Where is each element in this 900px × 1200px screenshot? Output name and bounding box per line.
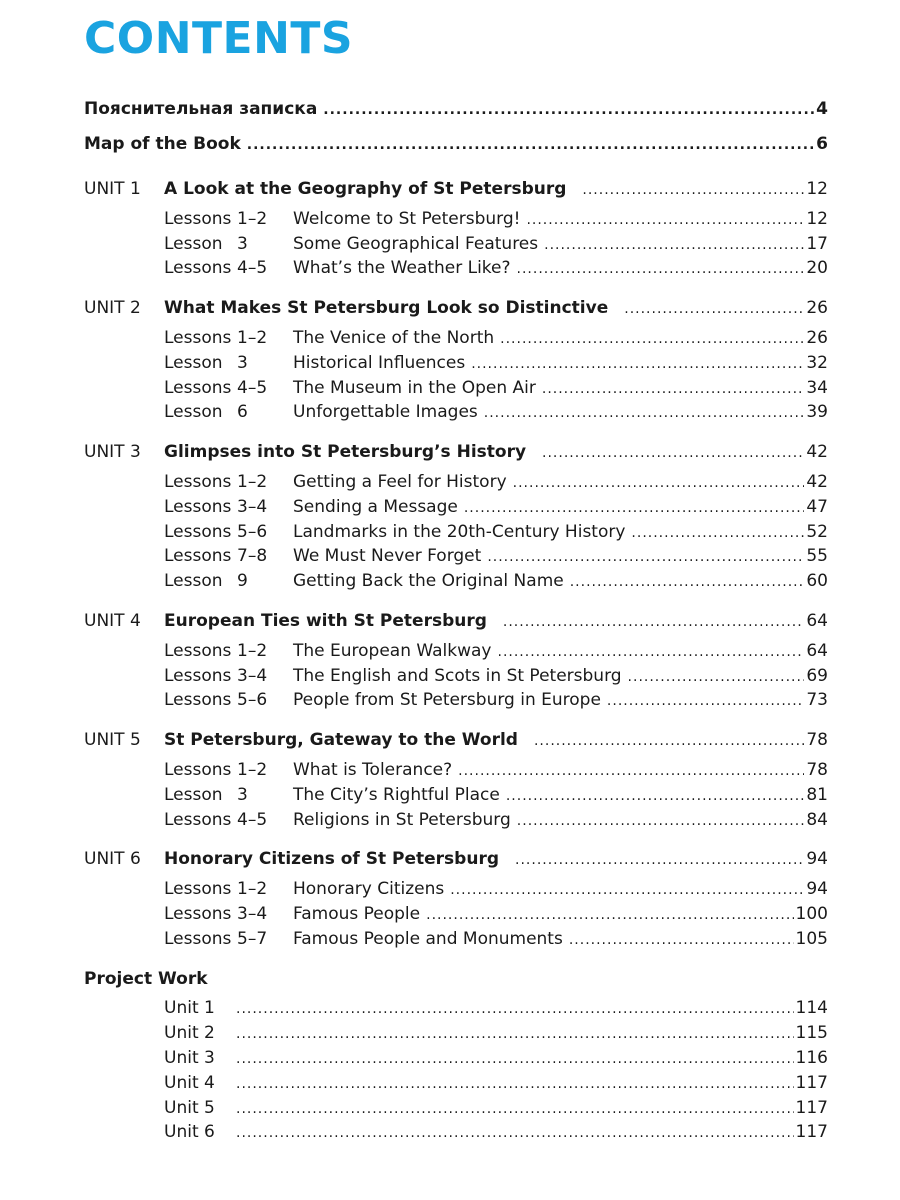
lesson-kind: Lessons [164, 690, 232, 711]
dot-leader [487, 545, 804, 570]
project-work-items [84, 996, 828, 1145]
page-number: 12 [806, 179, 828, 199]
dot-leader [503, 610, 804, 635]
dot-leader [236, 1022, 794, 1047]
page-number: 64 [806, 640, 828, 661]
toc-page [84, 0, 828, 1145]
page-number: 26 [806, 327, 828, 348]
page-number: 12 [806, 208, 828, 229]
lesson-title: Honorary Citizens [293, 879, 445, 900]
entry-title: Пояснительная записка [84, 99, 318, 119]
unit-heading[interactable] [84, 177, 828, 202]
page-number: 39 [806, 402, 828, 423]
lesson-number: 4–5 [237, 809, 268, 830]
lesson-kind: Lesson [164, 402, 223, 423]
page-number: 42 [806, 442, 828, 463]
unit-block [84, 296, 828, 425]
unit-title: European Ties with St Petersburg [164, 610, 487, 631]
unit-label: UNIT 1 [84, 179, 141, 199]
lesson-kind: Lesson [164, 233, 223, 254]
lesson-number: 5–6 [237, 521, 268, 542]
lesson-number: 1–2 [237, 327, 268, 348]
front-matter-entry[interactable] [84, 127, 828, 162]
page-number: 60 [806, 571, 828, 592]
page-number: 20 [806, 258, 828, 279]
page-number: 114 [795, 998, 828, 1019]
dot-leader [426, 903, 793, 928]
lesson-title: Historical Influences [293, 352, 466, 373]
lesson-number: 3 [237, 784, 248, 805]
dot-leader [628, 665, 805, 690]
lesson-title: The European Walkway [293, 640, 492, 661]
project-work-entry[interactable] [84, 1120, 828, 1145]
dot-leader [458, 759, 804, 784]
project-work-entry[interactable] [84, 996, 828, 1021]
lesson-kind: Lessons [164, 327, 232, 348]
page-number: 78 [806, 759, 828, 780]
lesson-kind: Lessons [164, 377, 232, 398]
lesson-kind: Lessons [164, 546, 232, 567]
unit-label: UNIT 5 [84, 730, 141, 751]
dot-leader [517, 257, 805, 282]
project-unit-label: Unit 1 [164, 998, 215, 1019]
page-number: 94 [806, 879, 828, 900]
dot-leader [542, 441, 804, 466]
page-number: 4 [816, 99, 828, 119]
page-number: 47 [806, 496, 828, 517]
unit-title: St Petersburg, Gateway to the World [164, 730, 518, 751]
unit-label: UNIT 4 [84, 610, 141, 631]
page-number: 117 [795, 1072, 828, 1093]
project-unit-label: Unit 2 [164, 1023, 215, 1044]
unit-label: UNIT 6 [84, 849, 141, 870]
lesson-number: 1–2 [237, 759, 268, 780]
unit-title: Honorary Citizens of St Petersburg [164, 849, 500, 870]
page-number: 117 [795, 1097, 828, 1118]
lesson-entry[interactable] [84, 808, 828, 833]
dot-leader [513, 471, 805, 496]
lesson-title: The English and Scots in St Petersburg [293, 665, 622, 686]
lesson-number: 3–4 [237, 665, 268, 686]
lesson-title: What is Tolerance? [293, 759, 453, 780]
dot-leader [534, 729, 804, 754]
lesson-number: 5–6 [237, 690, 268, 711]
lesson-entry[interactable] [84, 877, 828, 902]
unit-label: UNIT 2 [84, 298, 141, 319]
lesson-title: Famous People [293, 903, 421, 924]
lesson-title: The City’s Rightful Place [293, 784, 500, 805]
lesson-title: Welcome to St Petersburg! [293, 208, 521, 229]
lesson-entry[interactable] [84, 902, 828, 927]
project-unit-label: Unit 4 [164, 1072, 215, 1093]
unit-block [84, 177, 828, 281]
dot-leader [607, 689, 804, 714]
unit-block [84, 728, 828, 832]
lesson-entry[interactable] [84, 783, 828, 808]
page-number: 117 [795, 1122, 828, 1143]
lesson-entry[interactable] [84, 256, 828, 281]
lesson-entry[interactable] [84, 569, 828, 594]
lesson-kind: Lessons [164, 471, 232, 492]
unit-title: A Look at the Geography of St Petersburg [164, 179, 567, 199]
page-number: 52 [806, 521, 828, 542]
lesson-title: Landmarks in the 20th-Century History [293, 521, 626, 542]
project-unit-label: Unit 3 [164, 1047, 215, 1068]
front-matter [84, 92, 828, 162]
unit-heading[interactable] [84, 440, 828, 465]
unit-title: What Makes St Petersburg Look so Distinctive [164, 298, 609, 319]
lesson-entry[interactable] [84, 495, 828, 520]
page-number: 32 [806, 352, 828, 373]
dot-leader [515, 848, 804, 873]
lesson-entry[interactable] [84, 351, 828, 376]
unit-heading[interactable] [84, 728, 828, 753]
lesson-entry[interactable] [84, 376, 828, 401]
dot-leader [570, 570, 805, 595]
lesson-title: The Museum in the Open Air [293, 377, 536, 398]
page-number: 84 [806, 809, 828, 830]
lesson-entry[interactable] [84, 664, 828, 689]
page-number: 55 [806, 546, 828, 567]
lesson-number: 1–2 [237, 640, 268, 661]
lesson-number: 3 [237, 352, 248, 373]
lesson-title: The Venice of the North [293, 327, 495, 348]
lesson-number: 4–5 [237, 377, 268, 398]
dot-leader [236, 1097, 794, 1122]
lesson-kind: Lessons [164, 640, 232, 661]
page-number: 64 [806, 610, 828, 631]
page-number: 73 [806, 690, 828, 711]
page-number: 78 [806, 730, 828, 751]
dot-leader [236, 997, 794, 1022]
dot-leader [323, 93, 814, 128]
dot-leader [484, 401, 805, 426]
lesson-number: 4–5 [237, 258, 268, 279]
lesson-number: 1–2 [237, 471, 268, 492]
entry-title: Map of the Book [84, 134, 241, 154]
page-number: 105 [795, 928, 828, 949]
page-number: 100 [795, 903, 828, 924]
unit-heading[interactable] [84, 847, 828, 872]
lesson-number: 9 [237, 571, 248, 592]
lesson-entry[interactable] [84, 326, 828, 351]
lesson-title: Unforgettable Images [293, 402, 478, 423]
page-number: 69 [806, 665, 828, 686]
page-number: 17 [806, 233, 828, 254]
page-number: 116 [795, 1047, 828, 1068]
lesson-kind: Lessons [164, 903, 232, 924]
dot-leader [517, 809, 805, 834]
lesson-kind: Lessons [164, 521, 232, 542]
lesson-entry[interactable] [84, 688, 828, 713]
dot-leader [498, 640, 805, 665]
lesson-title: Religions in St Petersburg [293, 809, 511, 830]
unit-block [84, 440, 828, 594]
lesson-entry[interactable] [84, 470, 828, 495]
page-title: CONTENTS [84, 13, 354, 64]
project-work-entry[interactable] [84, 1096, 828, 1121]
lesson-kind: Lesson [164, 352, 223, 373]
dot-leader [569, 928, 794, 953]
page-number: 42 [806, 471, 828, 492]
lesson-entry[interactable] [84, 400, 828, 425]
lesson-kind: Lessons [164, 208, 232, 229]
dot-leader [506, 784, 805, 809]
lesson-number: 3–4 [237, 903, 268, 924]
project-unit-label: Unit 5 [164, 1097, 215, 1118]
lesson-title: We Must Never Forget [293, 546, 482, 567]
lesson-title: Getting a Feel for History [293, 471, 507, 492]
unit-heading[interactable] [84, 296, 828, 321]
units-list [84, 177, 828, 952]
lesson-number: 1–2 [237, 208, 268, 229]
lesson-kind: Lesson [164, 784, 223, 805]
lesson-entry[interactable] [84, 232, 828, 257]
dot-leader [631, 521, 804, 546]
front-matter-entry[interactable] [84, 92, 828, 127]
section-title: Project Work [84, 968, 208, 989]
lesson-kind: Lessons [164, 928, 232, 949]
project-unit-label: Unit 6 [164, 1122, 215, 1143]
dot-leader [544, 233, 804, 258]
dot-leader [236, 1121, 794, 1146]
dot-leader [450, 878, 804, 903]
lesson-entry[interactable] [84, 639, 828, 664]
page-number: 26 [806, 298, 828, 319]
lesson-kind: Lessons [164, 879, 232, 900]
page-number: 94 [806, 849, 828, 870]
lesson-title: Some Geographical Features [293, 233, 539, 254]
lesson-title: What’s the Weather Like? [293, 258, 511, 279]
lesson-title: Sending a Message [293, 496, 458, 517]
lesson-title: People from St Petersburg in Europe [293, 690, 601, 711]
lesson-entry[interactable] [84, 927, 828, 952]
project-work-entry[interactable] [84, 1071, 828, 1096]
lesson-number: 6 [237, 402, 248, 423]
unit-block [84, 847, 828, 951]
dot-leader [582, 178, 804, 203]
lesson-number: 3 [237, 233, 248, 254]
page-number: 115 [795, 1023, 828, 1044]
lesson-number: 1–2 [237, 879, 268, 900]
unit-heading[interactable] [84, 609, 828, 634]
dot-leader [471, 352, 804, 377]
lesson-entry[interactable] [84, 544, 828, 569]
page-number: 81 [806, 784, 828, 805]
lesson-number: 5–7 [237, 928, 268, 949]
lesson-number: 3–4 [237, 496, 268, 517]
project-work-entry[interactable] [84, 1046, 828, 1071]
project-work-heading [84, 967, 828, 992]
lesson-entry[interactable] [84, 758, 828, 783]
dot-leader [526, 208, 804, 233]
lesson-kind: Lessons [164, 258, 232, 279]
page-number: 34 [806, 377, 828, 398]
dot-leader [542, 377, 804, 402]
lesson-number: 7–8 [237, 546, 268, 567]
unit-title: Glimpses into St Petersburg’s History [164, 442, 527, 463]
project-work-section [84, 967, 828, 1146]
lesson-kind: Lesson [164, 571, 223, 592]
lesson-kind: Lessons [164, 496, 232, 517]
unit-block [84, 609, 828, 713]
dot-leader [236, 1072, 794, 1097]
lesson-entry[interactable] [84, 207, 828, 232]
dot-leader [464, 496, 805, 521]
lesson-title: Getting Back the Original Name [293, 571, 564, 592]
lesson-title: Famous People and Monuments [293, 928, 563, 949]
unit-label: UNIT 3 [84, 442, 141, 463]
dot-leader [247, 128, 814, 163]
page-number: 6 [816, 134, 828, 154]
dot-leader [500, 327, 804, 352]
lesson-kind: Lessons [164, 759, 232, 780]
lesson-entry[interactable] [84, 520, 828, 545]
lesson-kind: Lessons [164, 665, 232, 686]
dot-leader [236, 1047, 794, 1072]
dot-leader [624, 297, 804, 322]
lesson-kind: Lessons [164, 809, 232, 830]
project-work-entry[interactable] [84, 1021, 828, 1046]
